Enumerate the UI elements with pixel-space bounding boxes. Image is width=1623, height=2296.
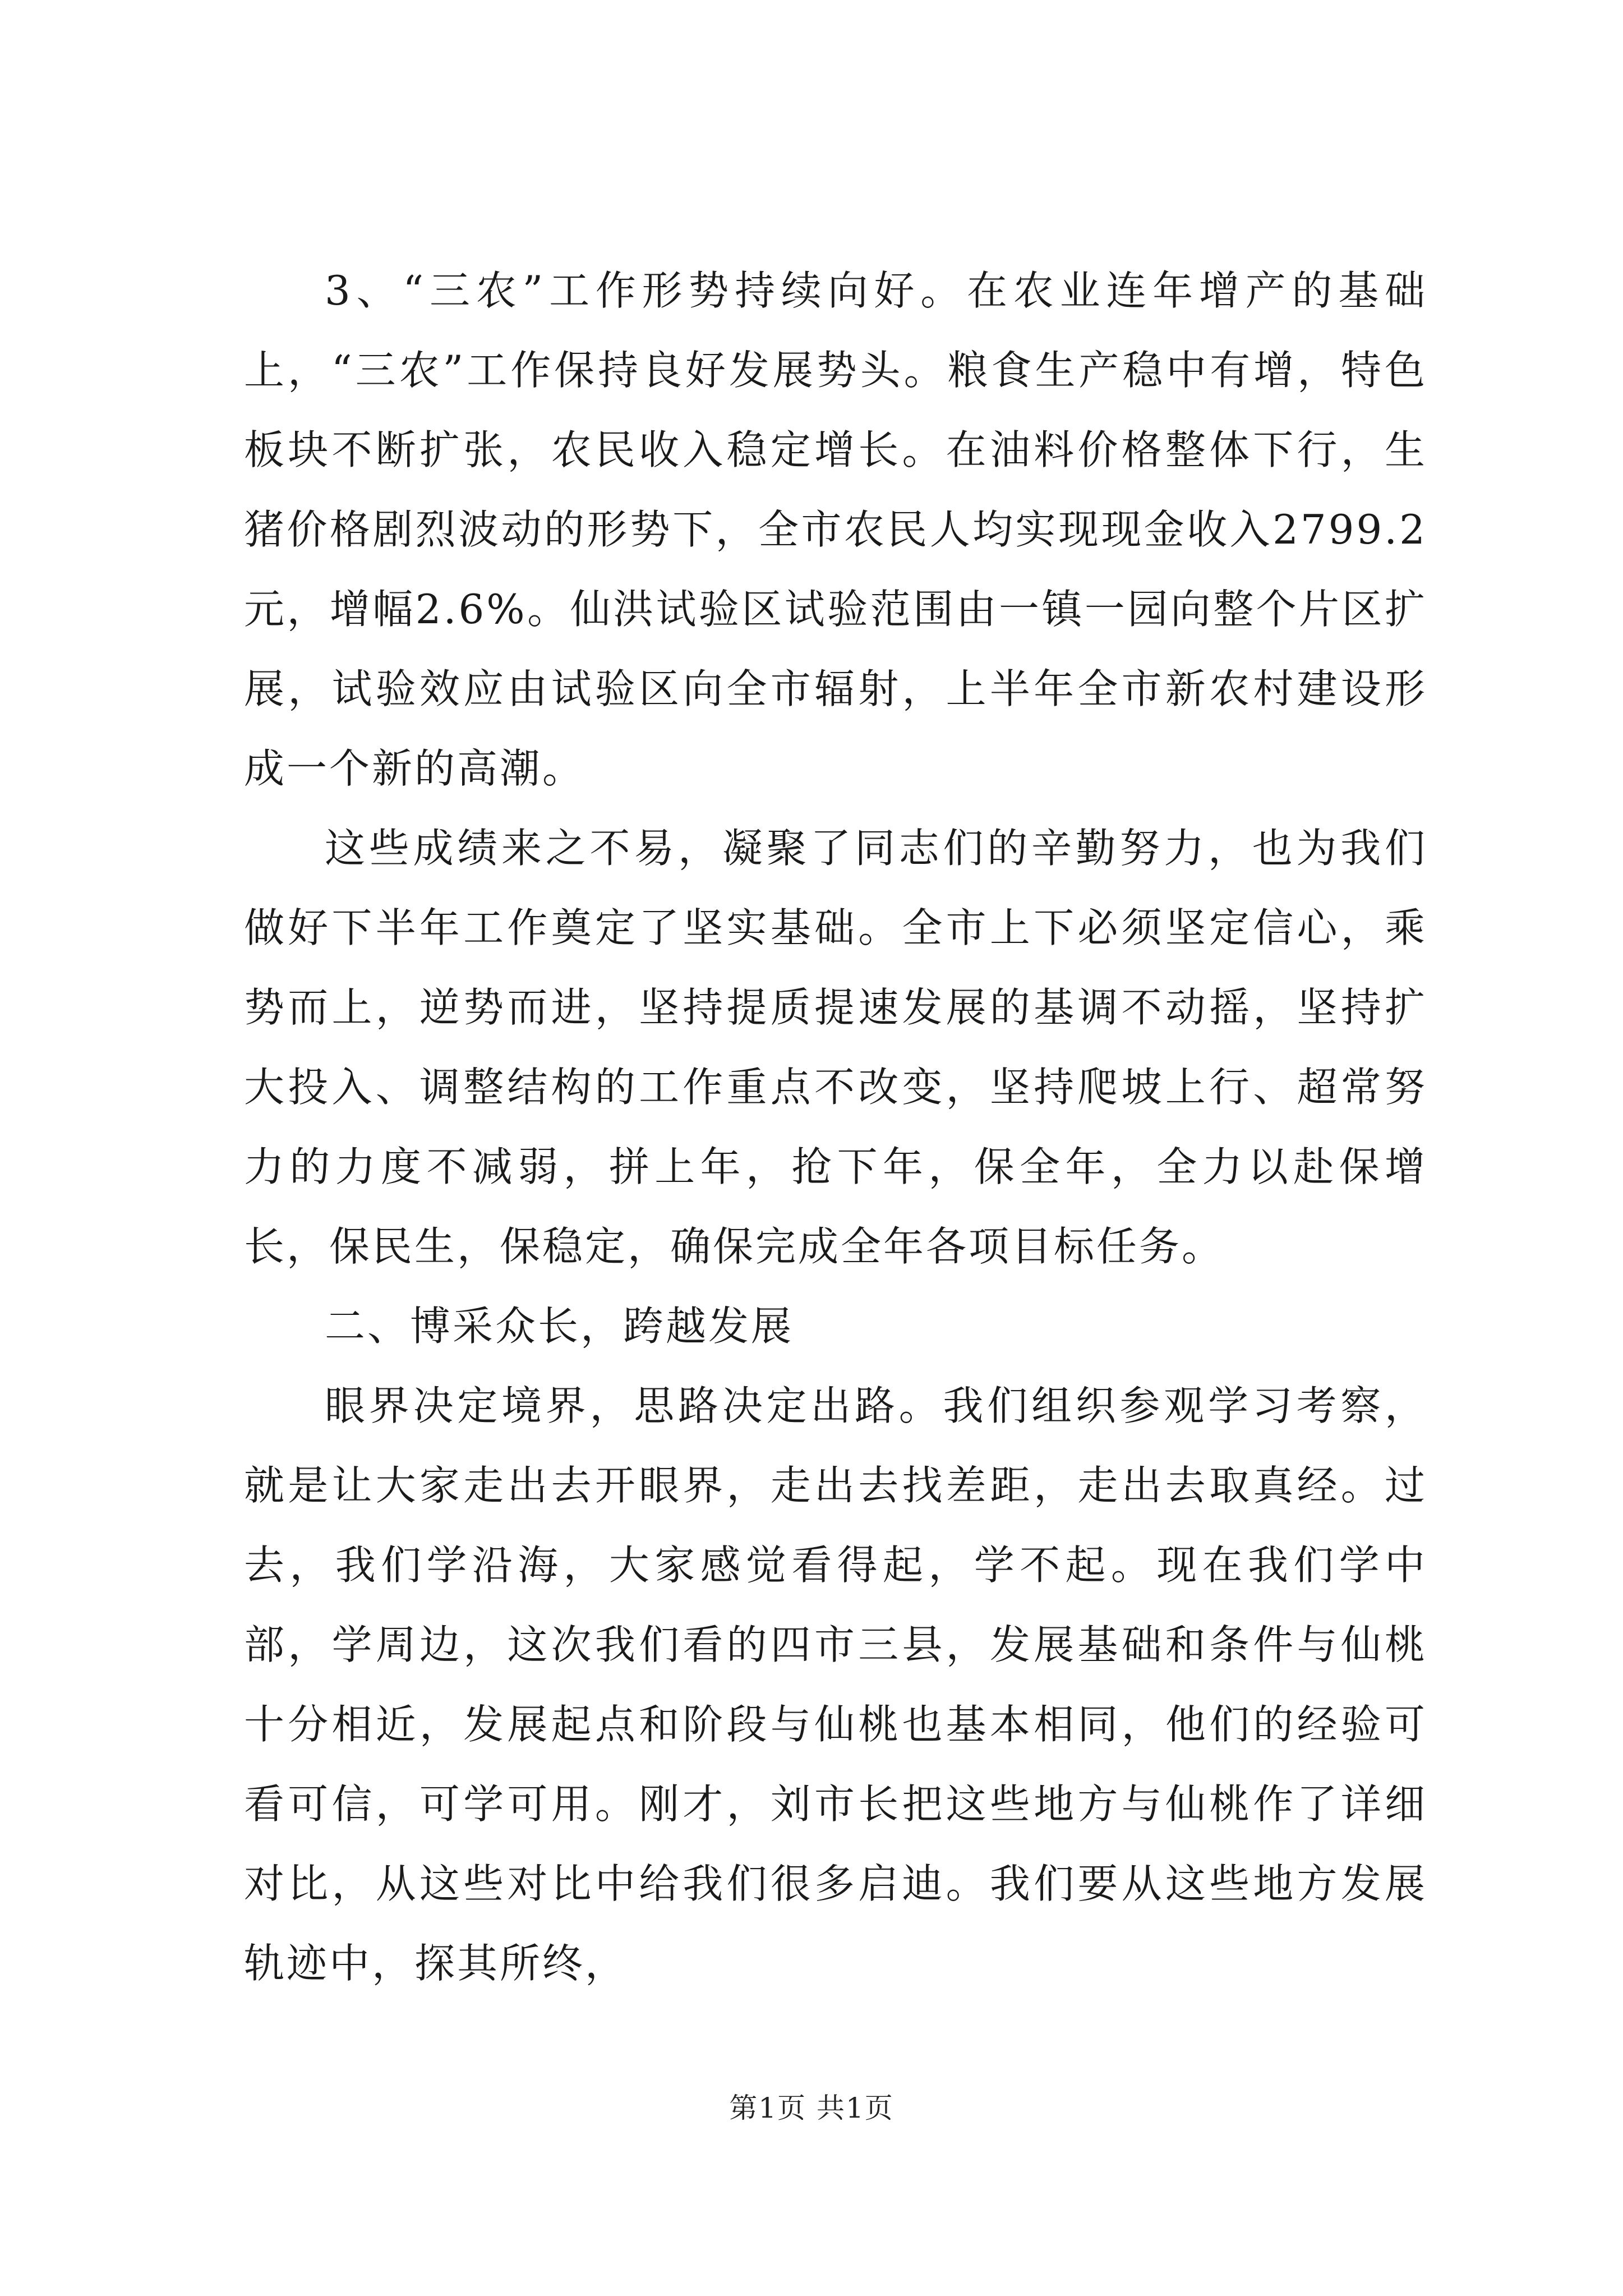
paragraph-learning: 眼界决定境界，思路决定出路。我们组织参观学习考察，就是让大家走出去开眼界，走出去找差距，走出去取真经。过去，我们学沿海，大家感觉看得起，学不起。现在我们学中部，学周边，这次我们看的四市三县，发展基础和条件与仙桃十分相近，发展起点和阶段与仙桃也基本相同，他们的经验可看可信，可学可用。刚才，刘市长把这些地方与仙桃作了详细对比，从这些对比中给我们很多启迪。我们要从这些地方发展轨迹中，探其所终， [244, 1382, 1427, 1987]
paragraph-achievements: 这些成绩来之不易，凝聚了同志们的辛勤努力，也为我们做好下半年工作奠定了坚实基础。全市上下必须坚定信心，乘势而上，逆势而进，坚持提质提速发展的基调不动摇，坚持扩大投入、调整结构的工作重点不改变，坚持爬坡上行、超常努力的力度不减弱，拼上年，抢下年，保全年，全力以赴保增长，保民生，保稳定，确保完成全年各项目标任务。 [244, 825, 1427, 1270]
section-heading: 二、博采众长，跨越发展 [325, 1303, 794, 1350]
paragraph-agriculture: 3、“三农”工作形势持续向好。在农业连年增产的基础上，“三农”工作保持良好发展势头。粮食生产稳中有增，特色板块不断扩张，农民收入稳定增长。在油料价格整体下行，生猪价格剧烈波动的形势下，全市农民人均实现现金收入2799.2元，增幅2.6%。仙洪试验区试验范围由一镇一园向整个片区扩展，试验效应由试验区向全市辐射，上半年全市新农村建设形成一个新的高潮。 [244, 267, 1427, 792]
document-body [244, 251, 1427, 2003]
page-footer: 第1页 共1页 [729, 2092, 894, 2124]
